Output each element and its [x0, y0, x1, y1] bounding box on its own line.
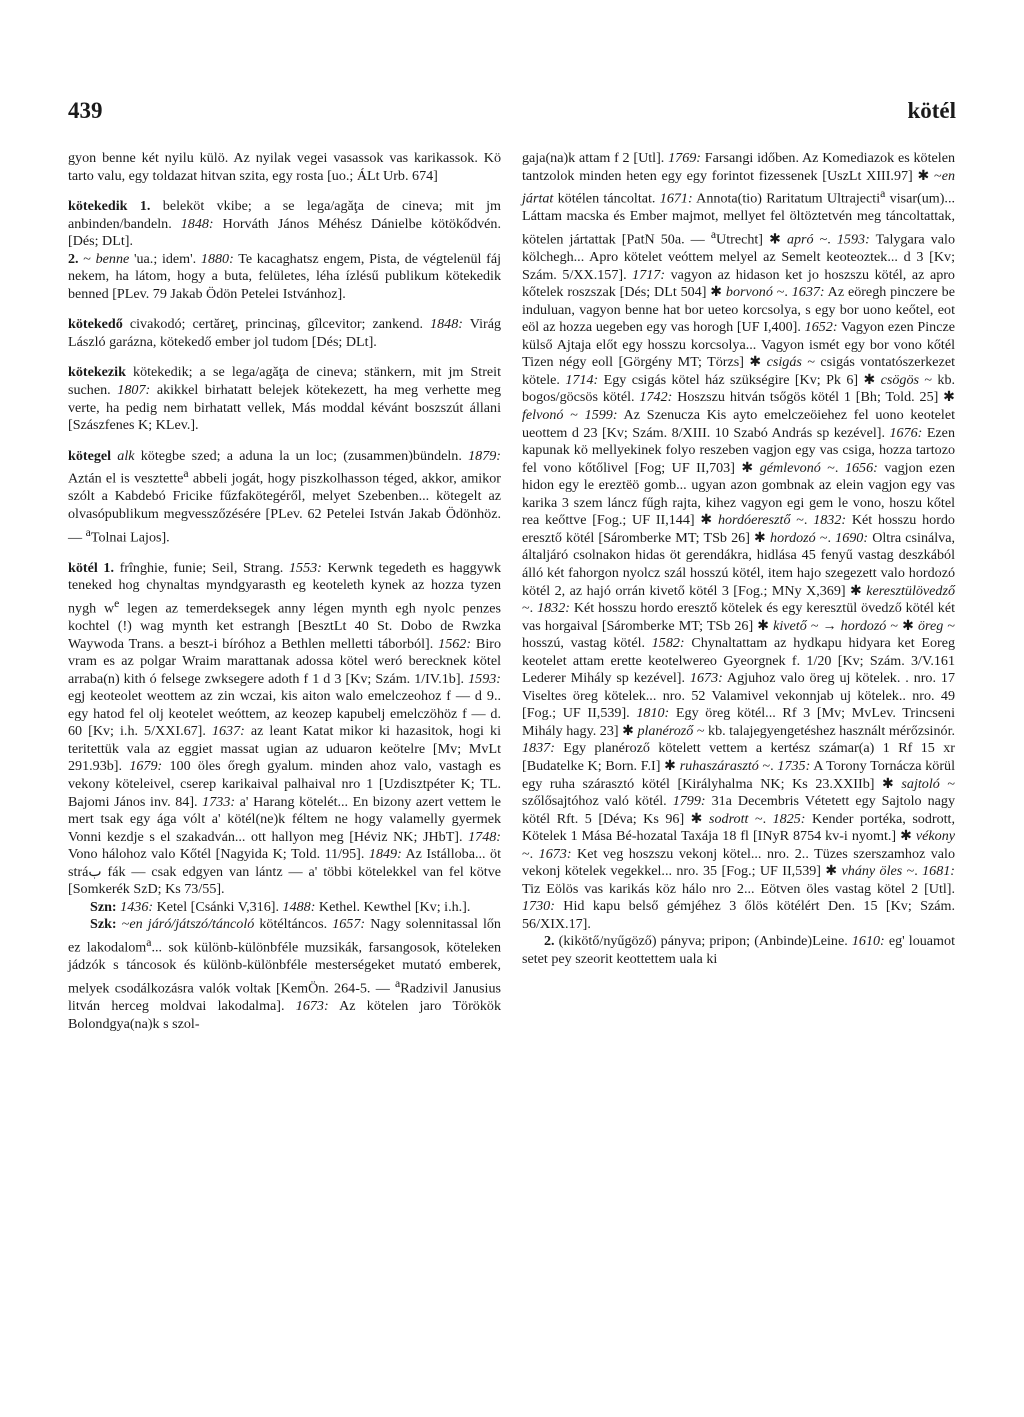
dictionary-entry-paragraph: kötekedik 1. beleköt vkibe; a se lega/agăţa de cineva; mit jm anbinden/bandeln. 1848: Horváth János Méhész Dánielbe kötökődvén. [Dés; DLt].	[68, 198, 501, 250]
dictionary-entry-paragraph: kötegel alk kötegbe szed; a aduna la un loc; (zusammen)bündeln. 1879: Aztán el is vesztette$^a$ abbeli jogát, hogy piszkolhasson téged, akkor, amikor szólt a Kabdebó Fricike fűzfakötegéről, melyet Szebenben... kötegelt az olvasópublikum megvesszőzésére [PLev. 62 Petelei István Jakab Ödönhöz. — $^a$Tolnai Lajos].	[68, 447, 501, 546]
page-number: 439	[68, 98, 103, 123]
running-head: kötél	[907, 98, 956, 123]
dictionary-entry-paragraph: gyon benne két nyilu külö. Az nyilak vegei vasassok vas karikassok. Kö tarto valu, egy toldazat hitvan szita, egy rosta [uo.; ÁLt Urb. 674]	[68, 150, 501, 184]
dictionary-entry-paragraph: gaja(na)k attam f 2 [Utl]. 1769: Farsangi időben. Az Komediazok es kötelen tantzolok minden heten egy egy forintot fizessenek [UszLt XIII.97] ✱ ~en jártat kötélen táncoltat. 1671: Annota(tio) Raritatum Ultrajecti$^a$ visar(um)... Láttam macska és Ember majmot, mellyet fel öltöztetvén meg táncoltattak, kötelen jártattak [PatN 50a. — $^a$Utrecht] ✱ apró ~. 1593: Talygara valo kölchegh... Apro kötelet veóttem melyel az Semelt keoteoztek... d 3 [Kv; Szám. 5/XX.157]. 1717: vagyon az hidason ket jo hoszszu kötél, az apro kőtelek roszszak [Dés; DLt 504] ✱ borvonó ~. 1637: Az eöregh pinczere be induluan, vagyon benne hat bor ueteo korcsolya, s egy bor uono keőtel, eot eöl az hozza uegeben egy vas horogh [UF I,400]. 1652: Vagyon ezen Pincze külső Ajtaja előt egy hosszu korcsolya... Vagyon ismét egy bor vono kőtél Tizen négy eoll [Görgény MT; Törzs] ✱ csigás ~ csigás vontatószerkezet kötele. 1714: Egy csigás kötel ház szükségire [Kv; Pk 6] ✱ csögös ~ kb. bogos/göcsös kötél. 1742: Hoszszu hitván tsőgös kötél 1 [Bh; Told. 25] ✱ felvonó ~ 1599: Az Szenucza Kis ayto emelczeöiehez fel uono keotelet ueottem d 23 [Kv; Szám. 8/XIII. 10 Szabó András sp kezével]. 1676: Ezen kapunak kö mellyekinek folyo reszeben vagjon egy vas csiga, hozza tartozo fel vono kőtőlivel [Fog; UF II,703] ✱ gémlevonó ~. 1656: vagjon ezen hidon egy le ereztëö gomb... ugyan azon gombnak az elein vagjon egy vas karika 3 szem láncz fűgh rajta, kihez vagyon egi gem le vono, hoszu kőtel rea keőttve [Fog.; UF II,144] ✱ hordóeresztő ~. 1832: Két hosszu hordo eresztő kötél [Sáromberke MT; TSb 26] ✱ hordozó ~. 1690: Oltra csinálva, általjáró csolnakon hidas öt gerendákra, hidlása 45 fenyű vastag deszkából álló két fahorgon nyolcz szál hosszú kötél, item hajo szegezett valo hordozó kötél 2, az hajó orrán kivető kötél 3 [Fog.; MNy X,369] ✱ keresztülövedző ~. 1832: Két hosszu hordo eresztő kötelek és egy keresztül övedző kötél két vas horgaival [Sáromberke MT; TSb 26] ✱ kivető ~ → hordozó ~ ✱ öreg ~ hosszú, vastag kötél. 1582: Chynaltattam az hydkapu hidyara ket Eoreg keotelet attam erette keotelwereo Gyeorgnek f. 1/20 [Kv; Szám. 3/V.161 Lederer Mihály sp kezével]. 1673: Agjuhoz valo öreg uj kötelek. . nro. 17 Viseltes öreg kötelek... nro. 52 Valamivel vekonnjab uj kötelek.. nro. 49 [Fog.; UF II,539]. 1810: Egy öreg kötél... Rf 3 [Mv; MvLev. Trincseni Mihály hagy. 23] ✱ planéroző ~ kb. talajegyengetéshez használt mérőzsinór. 1837: Egy planéroző kötelett vettem a kertész számar(a) 1 Rf 15 xr [Budatelke K; Born. F.I] ✱ ruhaszárasztó ~. 1735: A Torony Tornácza körül egy ruha szárasztó kötél [Királyhalma NK; Ks 23.XXIIb] ✱ sajtoló ~ szőlősajtóhoz való kötél. 1799: 31a Decembris Vétetett egy Sajtolo nagy kötél Rft. 5 [Déva; Ks 96] ✱ sodrott ~. 1825: Kender portéka, sodrott, Kötelek 1 Mása Bé-hozatal Taxája 18 fl [INyR 8754 kv-i nyomt.] ✱ vékony ~. 1673: Ket veg hoszszu vekonj kötel... nro. 2.. Tüzes szerszamhoz valo vekonj kötelek vegekkel... nro. 35 [Fog.; UF II,539] ✱ vhány öles ~. 1681: Tiz Eölös vas karikás köz hálo nro 2... Eötven öles vastag kötel 2 [Utl]. 1730: Hid kapu belső gémjéhez 3 őlös kötélért Den. 15 [Kv; Szám. 56/XIX.17].	[522, 150, 956, 932]
dictionary-entry-paragraph: Szk: ~en járó/játszó/táncoló kötéltáncos. 1657: Nagy solennitassal lőn ez lakodalom$^a$... sok különb-különbféle muzsikák, farsangosok, köteleken jádzók s táncosok és különb-különbféle mesterségeket mutató emberek, melyek csodálkozásra valók voltak [KemÖn. 264-5. — $^a$Radzivil Janusius litván herceg moldvai lakodalma]. 1673: Az kötelen jaro Törökök Bolondgya(na)k s szol-	[68, 916, 501, 1032]
dictionary-entry-paragraph: kötekedő civakodó; certăreţ, princinaş, gîlcevitor; zankend. 1848: Virág László garázna, kötekedő ember jol tudom [Dés; DLt].	[68, 316, 501, 350]
dictionary-entry-paragraph: 2. (kikötő/nyűgöző) pányva; pripon; (Anbinde)Leine. 1610: eg' louamot setet pey szeorit keottettem uala ki	[522, 933, 955, 967]
dictionary-entry-paragraph: kötekezik kötekedik; a se lega/agăţa de cineva; stänkern, mit jm Streit suchen. 1807: akikkel birhatatt belejek kötekezett, ha meg verhette meg verte, ha pedig nem birhatatt vellek, Más moddal kévánt boszszút állani [Szászfenes K; KLev.].	[68, 364, 501, 434]
right-column	[522, 150, 955, 969]
left-column	[68, 150, 501, 1033]
dictionary-entry-paragraph: Szn: 1436: Ketel [Csánki V,316]. 1488: Kethel. Kewthel [Kv; i.h.].	[90, 898, 471, 915]
dictionary-entry-paragraph: kötél 1. frînghie, funie; Seil, Strang. 1553: Kerwnk tegedeth es haggywk teneked hog chynaltas myndgyarasth eg keoteleth kynek az hozza tyzen nygh $w^e$ legen az temerdeksegek anny légen mynth egh nyolc penzes kochtel (!) wag mynth ket estrangh [BesztLt 40 St. Dobo de Rwzka Waywoda Trans. a beszt-i bíróhoz a Bethlen melletti táborból]. 1562: Biro vram es az polgar Wraim marattanak adossa kötel weró berecknek kötel arraba(n) kith ó felsege zwksegere adoth f 1 d 3 [Kv; Szám. 1/IV.1b]. 1593: egj keoteolet weottem az zin wczai, kis aiton walo emelczeohoz f — d 9.. egy hatod fel olj keotelet weóttem, az keozep kapubelj emelczöhöz f — d. 60 [Kv; i.h. 5/XXI.67]. 1637: az leant Katat mikor ki hazasitok, hogi ki teritettük vala az eggiet massat ugian az uduaron keötelre [Mv; MvLt 291.93b]. 1679: 100 öles őregh gyalum. minden ahoz valo, vastagh es vekony köteleivel, cserep karikaival palhaival nro 1 [Uzdisztpéter K; TL. Bajomi János inv. 84]. 1733: a' Harang kötelét... En bizony azert vettem le mert tsak egy ága vólt a' kötél(ne)k féltem ne hogy valamelly gyermek Vonni kezdje s el szakadván... ott hallyon meg [Héviz NK; JHbT]. 1748: Vono hálohoz valo Kőtél [Nagyida K; Told. 11/95]. 1849: Az Istálloba... öt stráب fák — csak edgyen van lántz — a' többi kötelekkel van fel kötve [Somkerék SzD; Ks 73/55].	[68, 559, 502, 898]
dictionary-entry-paragraph: 2. ~ benne 'ua.; idem'. 1880: Te kacaghatsz engem, Pista, de végtelenül fáj nekem, ha látom, hogy a buta, felületes, léha ízlésű publikum kötekedik benned [PLev. 79 Jakab Ödön Petelei Istvánhoz].	[68, 250, 502, 302]
page-header	[68, 98, 956, 124]
